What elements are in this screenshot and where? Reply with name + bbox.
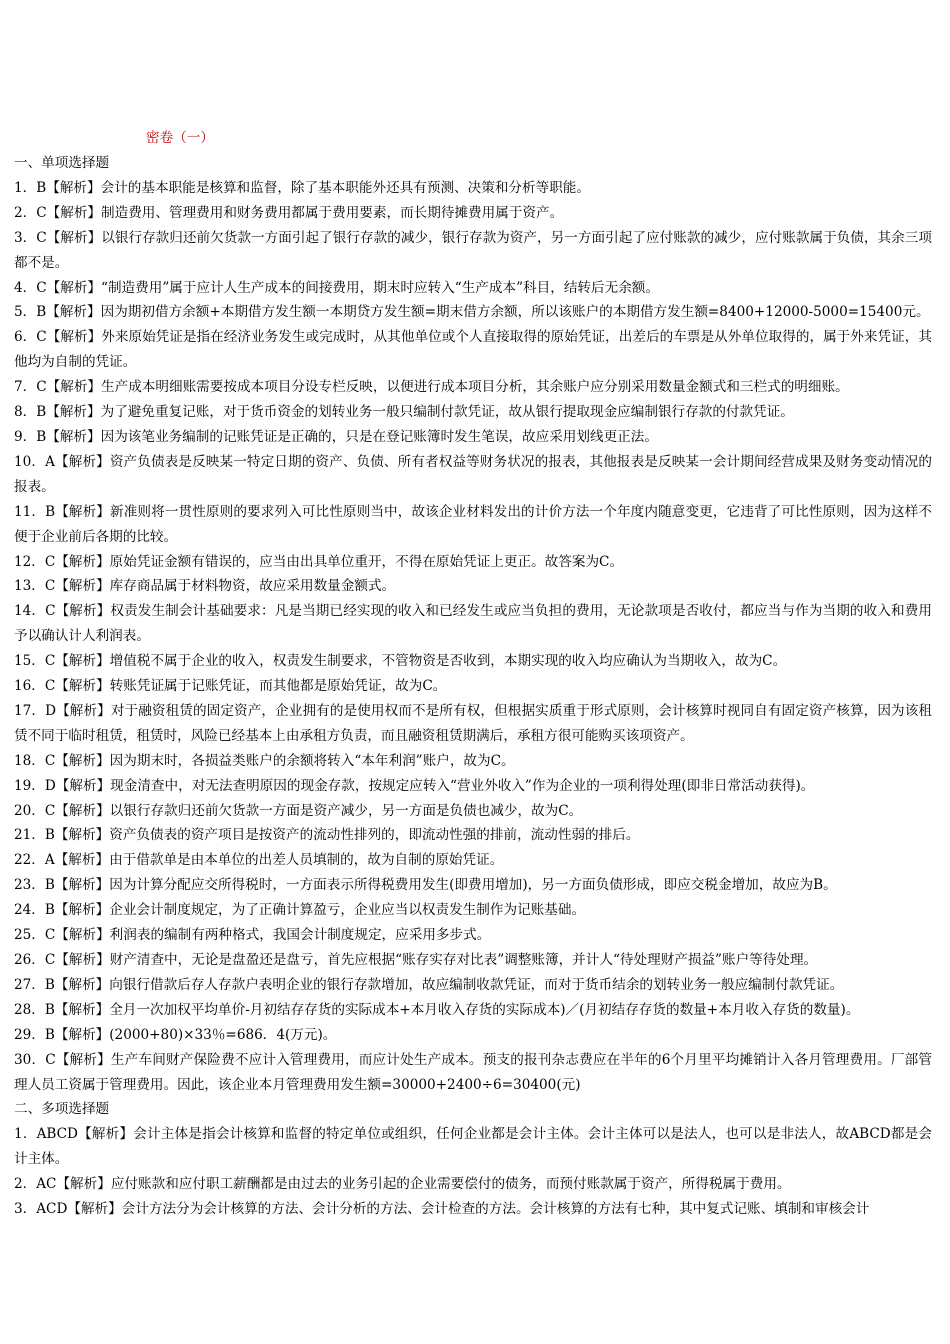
section-heading-single-choice: 一、单项选择题 [14, 155, 110, 171]
answer-item: 6．C【解析】外来原始凭证是指在经济业务发生或完成时，从其他单位或个人直接取得的原始凭证，出差后的车票是从外单位取得的，属于外来凭证，其他均为自制的凭证。 [14, 329, 932, 371]
page-title: 密卷（一） [146, 130, 214, 146]
answer-item: 7．C【解析】生产成本明细账需要按成本项目分设专栏反映，以便进行成本项目分析，其余账户应分别采用数量金额式和三栏式的明细账。 [14, 379, 849, 396]
answer-item: 20．C【解析】以银行存款归还前欠货款一方面是资产减少，另一方面是负债也减少，故为C。 [14, 802, 583, 819]
answer-item: 5．B【解析】因为期初借方余额+本期借方发生额一本期贷方发生额=期末借方余额，所以该账户的本期借方发生额=8400+12000-5000=15400元。 [14, 304, 930, 321]
answer-item: 23．B【解析】因为计算分配应交所得税时，一方面表示所得税费用发生(即费用增加)，另一方面负债形成，即应交税金增加，故应为B。 [14, 877, 837, 894]
multiple-choice-answer-list [14, 1122, 932, 1222]
section-heading-multiple-choice: 二、多项选择题 [14, 1101, 110, 1118]
answer-item: 25．C【解析】利润表的编制有两种格式，我国会计制度规定，应采用多步式。 [14, 927, 491, 944]
answer-item: 29．B【解析】(2000+80)×33％=686．4(万元)。 [14, 1026, 337, 1043]
answer-item: 28．B【解析】全月一次加权平均单价-月初结存存货的实际成本+本月收入存货的实际成本)／(月初结存存货的数量+本月收入存货的数量)。 [14, 1001, 860, 1018]
document-page [14, 126, 932, 1222]
answer-item: 27．B【解析】向银行借款后存人存款户表明企业的银行存款增加，故应编制收款凭证，而对于货币结余的划转业务一般应编制付款凭证。 [14, 976, 844, 993]
answer-item: 10．A【解析】资产负债表是反映某一特定日期的资产、负债、所有者权益等财务状况的报表，其他报表是反映某一会计期间经营成果及财务变动情况的报表。 [14, 453, 932, 495]
answer-item: 3．ACD【解析】会计方法分为会计核算的方法、会计分析的方法、会计检查的方法。会计核算的方法有七种，其中复式记账、填制和审核会计 [14, 1201, 870, 1218]
answer-item: 4．C【解析】“制造费用”属于应计人生产成本的间接费用，期末时应转入“生产成本”科目，结转后无余额。 [14, 279, 659, 296]
answer-item: 18．C【解析】因为期末时，各损益类账户的余额将转入“本年利润”账户，故为C。 [14, 752, 515, 769]
answer-item: 19．D【解析】现金清查中，对无法查明原因的现金存款，按规定应转入“营业外收入”作为企业的一项利得处理(即非日常活动获得)。 [14, 777, 815, 794]
answer-item: 16．C【解析】转账凭证属于记账凭证，而其他都是原始凭证，故为C。 [14, 678, 447, 695]
single-choice-answer-list [14, 176, 932, 1098]
answer-item: 2．C【解析】制造费用、管理费用和财务费用都属于费用要素，而长期待摊费用属于资产。 [14, 204, 564, 221]
answer-item: 30．C【解析】生产车间财产保险费不应计入管理费用，而应计处生产成本。预支的报刊杂志费应在半年的6个月里平均摊销计入各月管理费用。厂部管理人员工资属于管理费用。因此，该企业本月管理费用发生额=30000+2400÷6=30400(元) [14, 1051, 932, 1093]
answer-item: 1．ABCD【解析】会计主体是指会计核算和监督的特定单位或组织，任何企业都是会计主体。会计主体可以是法人，也可以是非法人，故ABCD都是会计主体。 [14, 1126, 932, 1168]
answer-item: 17．D【解析】对于融资租赁的固定资产，企业拥有的是使用权而不是所有权，但根据实质重于形式原则，会计核算时视同自有固定资产核算，因为该租赁不同于临时租赁，租赁时，风险已经基本上由承租方负责，而且融资租赁期满后，承租方很可能购买该项资产。 [14, 702, 932, 744]
answer-item: 3．C【解析】以银行存款归还前欠货款一方面引起了银行存款的减少，银行存款为资产，另一方面引起了应付账款的减少，应付账款属于负债，其余三项都不是。 [14, 229, 932, 271]
answer-item: 1．B【解析】会计的基本职能是核算和监督，除了基本职能外还具有预测、决策和分析等职能。 [14, 179, 590, 196]
answer-item: 15．C【解析】增值税不属于企业的收入，权责发生制要求，不管物资是否收到，本期实现的收入均应确认为当期收入，故为C。 [14, 653, 787, 670]
answer-item: 21．B【解析】资产负债表的资产项目是按资产的流动性排列的，即流动性强的排前，流动性弱的排后。 [14, 827, 640, 844]
answer-item: 24．B【解析】企业会计制度规定，为了正确计算盈亏，企业应当以权责发生制作为记账基础。 [14, 902, 586, 919]
answer-item: 22．A【解析】由于借款单是由本单位的出差人员填制的，故为自制的原始凭证。 [14, 852, 504, 869]
answer-item: 8．B【解析】为了避免重复记账，对于货币资金的划转业务一般只编制付款凭证，故从银行提取现金应编制银行存款的付款凭证。 [14, 404, 794, 421]
answer-item: 12．C【解析】原始凭证金额有错误的，应当由出具单位重开，不得在原始凭证上更正。故答案为C。 [14, 553, 624, 570]
answer-item: 11．B【解析】新准则将一贯性原则的要求列入可比性原则当中，故该企业材料发出的计价方法一个年度内随意变更，它违背了可比性原则，因为这样不便于企业前后各期的比较。 [14, 503, 932, 545]
answer-item: 2．AC【解析】应付账款和应付职工薪酬都是由过去的业务引起的企业需要偿付的债务，而预付账款属于资产，所得税属于费用。 [14, 1176, 791, 1193]
answer-item: 14．C【解析】权责发生制会计基础要求：凡是当期已经实现的收入和已经发生或应当负担的费用，无论款项是否收付，都应当与作为当期的收入和费用予以确认计人利润表。 [14, 603, 932, 645]
answer-item: 26．C【解析】财产清查中，无论是盘盈还是盘亏，首先应根据“账存实存对比表”调整账簿，并计人“待处理财产损益”账户等待处理。 [14, 952, 818, 968]
answer-item: 9．B【解析】因为该笔业务编制的记账凭证是正确的，只是在登记账簿时发生笔误，故应采用划线更正法。 [14, 428, 658, 445]
answer-item: 13．C【解析】库存商品属于材料物资，故应采用数量金额式。 [14, 578, 396, 595]
